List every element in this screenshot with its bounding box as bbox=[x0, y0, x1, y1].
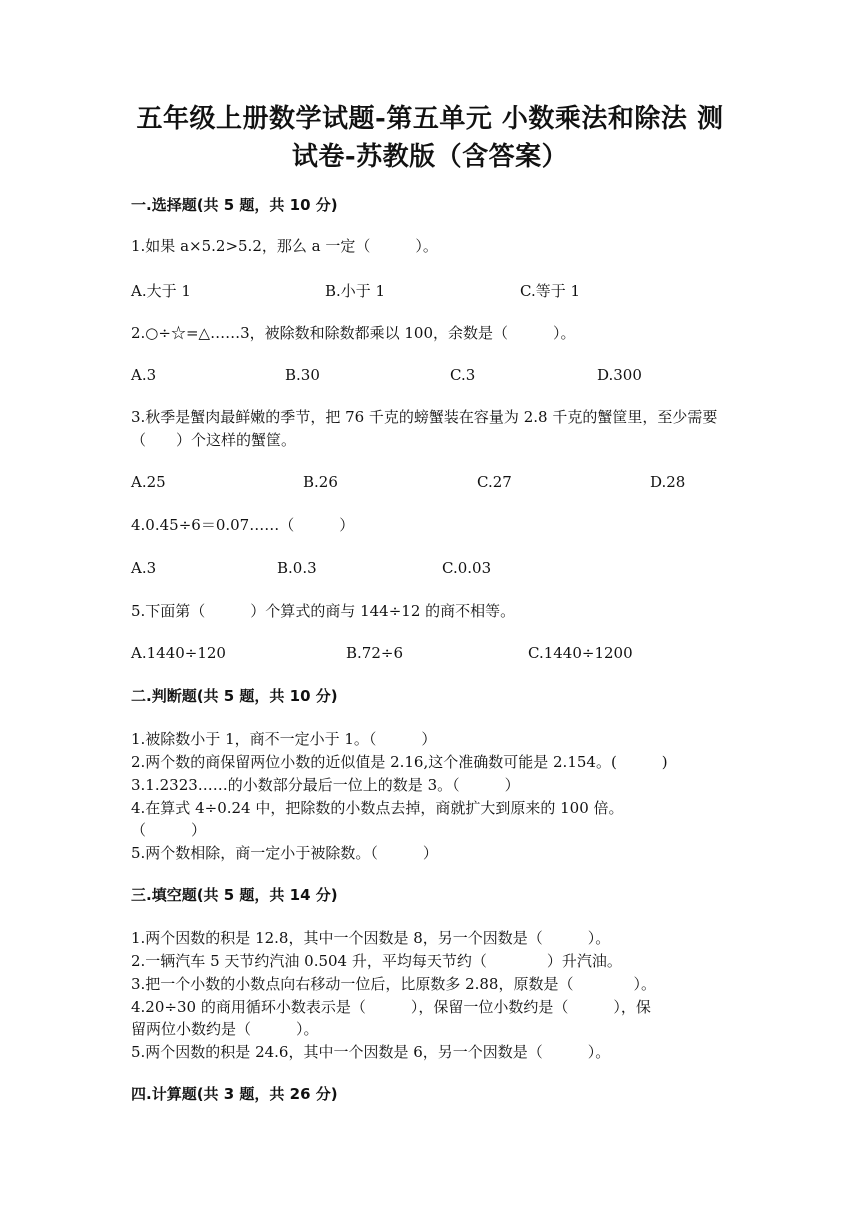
choice-2-option-a: A.3 bbox=[131, 366, 157, 384]
fill-item-1: 1.两个因数的积是 12.8，其中一个因数是 8，另一个因数是（ ）。 bbox=[131, 929, 611, 947]
judge-item-5: 5.两个数相除，商一定小于被除数。（ ） bbox=[131, 844, 438, 862]
choice-5-option-a: A.1440÷120 bbox=[131, 644, 226, 662]
fill-item-3: 3.把一个小数的小数点向右移动一位后，比原数多 2.88，原数是（ ）。 bbox=[131, 975, 656, 993]
choice-2-option-d: D.300 bbox=[597, 366, 642, 384]
choice-4-option-a: A.3 bbox=[131, 559, 157, 577]
choice-5-option-b: B.72÷6 bbox=[346, 644, 403, 662]
section-heading-judge: 二.判断题(共 5 题，共 10 分) bbox=[131, 687, 338, 705]
fill-item-4-line-2: 留两位小数约是（ ）。 bbox=[131, 1020, 319, 1038]
section-heading-fill: 三.填空题(共 5 题，共 14 分) bbox=[131, 886, 338, 904]
choice-question-4: 4.0.45÷6＝0.07……（ ） bbox=[131, 516, 355, 534]
choice-2-option-b: B.30 bbox=[285, 366, 320, 384]
choice-question-3: 3.秋季是蟹肉最鲜嫩的季节，把 76 千克的螃蟹装在容量为 2.8 千克的蟹筐里，至少需要（ ）个这样的蟹筐。 bbox=[131, 408, 718, 449]
section-heading-choice: 一.选择题(共 5 题，共 10 分) bbox=[131, 196, 338, 214]
judge-item-1: 1.被除数小于 1，商不一定小于 1。（ ） bbox=[131, 730, 437, 748]
choice-1-option-c: C.等于 1 bbox=[520, 282, 581, 300]
choice-4-option-b: B.0.3 bbox=[277, 559, 317, 577]
choice-2-option-c: C.3 bbox=[450, 366, 476, 384]
choice-5-option-c: C.1440÷1200 bbox=[528, 644, 633, 662]
section-heading-calc: 四.计算题(共 3 题，共 26 分) bbox=[131, 1085, 338, 1103]
choice-3-option-a: A.25 bbox=[131, 473, 166, 491]
judge-item-2: 2.两个数的商保留两位小数的近似值是 2.16,这个准确数可能是 2.154。( ) bbox=[131, 753, 668, 771]
choice-question-5: 5.下面第（ ）个算式的商与 144÷12 的商不相等。 bbox=[131, 602, 516, 620]
choice-3-option-b: B.26 bbox=[303, 473, 338, 491]
title-line-2: 试卷-苏教版（含答案） bbox=[291, 142, 569, 172]
choice-3-option-c: C.27 bbox=[477, 473, 512, 491]
judge-item-4-line-2: （ ） bbox=[131, 821, 207, 839]
choice-4-option-c: C.0.03 bbox=[442, 559, 492, 577]
choice-3-option-d: D.28 bbox=[650, 473, 686, 491]
fill-item-2: 2.一辆汽车 5 天节约汽油 0.504 升，平均每天节约（ ）升汽油。 bbox=[131, 952, 622, 970]
judge-item-4-line-1: 4.在算式 4÷0.24 中，把除数的小数点去掉，商就扩大到原来的 100 倍。 bbox=[131, 799, 624, 817]
fill-item-5: 5.两个因数的积是 24.6，其中一个因数是 6，另一个因数是（ ）。 bbox=[131, 1043, 611, 1061]
judge-item-3: 3.1.2323……的小数部分最后一位上的数是 3。（ ） bbox=[131, 776, 520, 794]
fill-item-4-line-1: 4.20÷30 的商用循环小数表示是（ ），保留一位小数约是（ ），保 bbox=[131, 998, 651, 1016]
title-line-1: 五年级上册数学试题-第五单元 小数乘法和除法 测 bbox=[136, 104, 724, 134]
choice-question-1: 1.如果 a×5.2>5.2，那么 a 一定（ ）。 bbox=[131, 237, 438, 255]
page-title bbox=[110, 100, 750, 176]
choice-1-option-b: B.小于 1 bbox=[325, 282, 386, 300]
choice-question-2: 2.○÷☆=△……3，被除数和除数都乘以 100，余数是（ ）。 bbox=[131, 324, 576, 342]
choice-1-option-a: A.大于 1 bbox=[131, 282, 191, 300]
